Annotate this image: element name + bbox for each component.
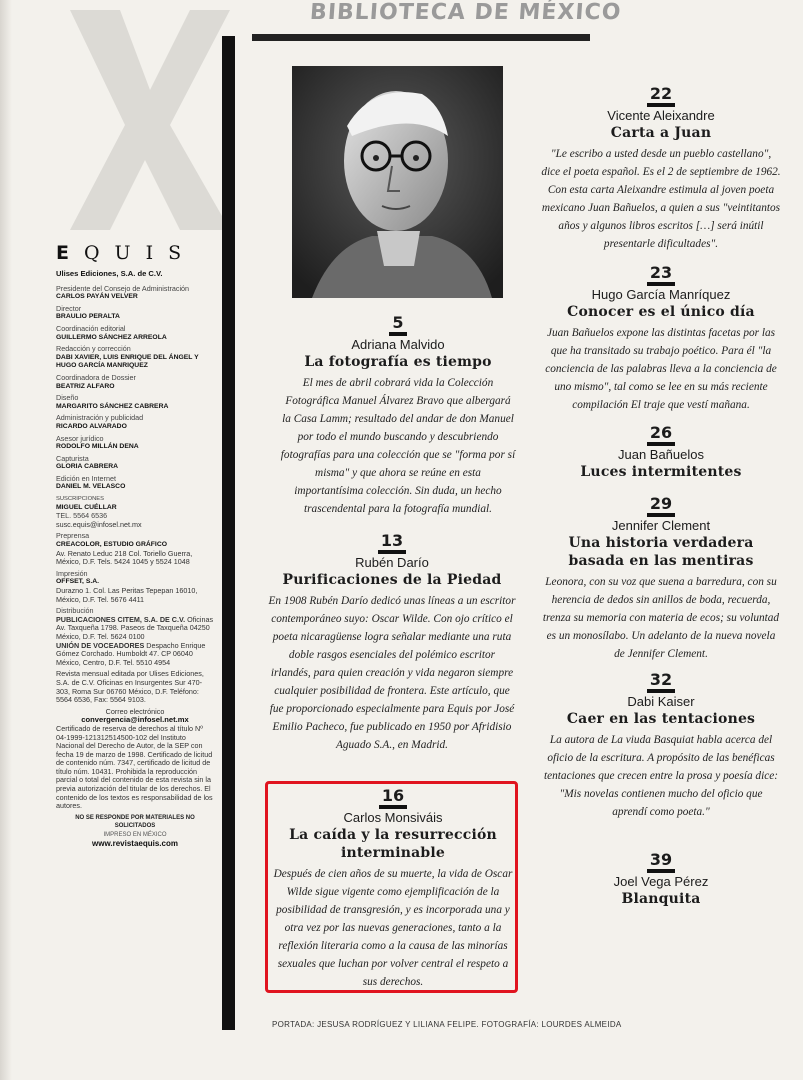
entry-author: Dabi Kaiser <box>627 694 695 709</box>
entry-description: El mes de abril cobrará vida la Colección Fotográfica Manuel Álvarez Bravo que albergará la Casa Lamm; resultado del andar de don Manuel por todo el mundo buscando y descubriendo fotografías para una colección que se "forma por sí misma" y que ahora se reúne en esta importantísima colección. Sin duda, un hecho trascendental para la fotografía mundial. <box>280 377 516 515</box>
staff-role: Edición en Internet <box>56 473 116 483</box>
entry-title: Carta a Juan <box>610 125 712 141</box>
toc-entry[interactable] <box>541 850 781 908</box>
staff-role: Asesor jurídico <box>56 433 104 443</box>
entry-description: La autora de La viuda Basquiat habla acerca del oficio de la escritura. A propósito de las benéficas tentaciones que crecen entre la prosa y poesía dice: "Mis novelas contienen mucho del oficio que aprendí como poeta." <box>543 734 779 818</box>
entry-description: Leonora, con su voz que suena a barredura, con su herencia de dedos sin anillos de boda, recuerda, trenza su memoria con materia de ecos; su voluntad es un monosílabo. Un adelanto de la nueva novela de Jennifer Clement. <box>542 576 780 660</box>
library-stamp: BIBLIOTECA DE MÉXICO <box>309 0 623 25</box>
entry-author: Hugo García Manríquez <box>591 287 731 302</box>
entry-description: Después de cien años de su muerte, la vida de Oscar Wilde sigue vigente como ejemplificación de la posibilidad de transgresión, y es incorporada una y otra vez por las nuevas generaciones, tanto a la reflexión literaria como a la causa de las minorías sexuales que luchan por volver central el respeto a sus derechos. <box>273 868 513 988</box>
page-number: 22 <box>647 85 675 107</box>
top-rule <box>252 34 590 41</box>
printing-name: OFFSET, S.A. <box>56 578 100 586</box>
entry-author: Joel Vega Pérez <box>613 874 709 889</box>
entry-title: Purificaciones de la Piedad <box>282 572 502 588</box>
entry-title: La fotografía es tiempo <box>304 354 492 370</box>
website-link[interactable]: www.revistaequis.com <box>92 838 178 848</box>
no-returns-note: NO SE RESPONDE POR MATERIALES NO SOLICITADOS <box>75 814 195 830</box>
email-label: Correo electrónico <box>105 706 165 716</box>
staff-name: DANIEL M. VELASCO <box>56 483 126 491</box>
page-number: 32 <box>647 671 675 693</box>
entry-author: Carlos Monsiváis <box>343 810 443 825</box>
entry-description: En 1908 Rubén Darío dedicó unas líneas a un escritor contemporáneo suyo: Oscar Wilde. Con ojo crítico el poeta nicaragüense logra señalar mediante una ruta doble rasgos esenciales del polémico escritor irlandés, para quien creación y vida negaron siempre cualquier posibilidad de frontera. Este artículo, que fue proporcionado especialmente para Equis por José Emilio Pacheco, fue publicado en 1950 por Afridisio Aguado S.A., en Madrid. <box>268 595 516 751</box>
cover-credit: PORTADA: JESUSA RODRÍGUEZ Y LILIANA FELIPE. FOTOGRAFÍA: LOURDES ALMEIDA <box>272 1020 622 1029</box>
page-number: 26 <box>647 424 675 446</box>
publisher-name: Ulises Ediciones, S.A. de C.V. <box>56 269 163 278</box>
printing-label: Impresión <box>56 568 88 578</box>
page-number: 29 <box>647 495 675 517</box>
toc-entry-highlighted[interactable] <box>273 786 513 991</box>
staff-role: Coordinación editorial <box>56 323 126 333</box>
printing-address: Durazno 1. Col. Las Peritas Tepepan 16010, México, D.F. Tel. 5676 4411 <box>56 586 198 604</box>
entry-title: La caída y la resurrección interminable <box>289 827 497 861</box>
contact-email[interactable]: convergencia@infosel.net.mx <box>81 715 189 725</box>
toc-entry[interactable] <box>268 531 516 754</box>
page-number: 5 <box>389 314 406 336</box>
entry-title: Una historia verdadera basada en las mentiras <box>568 535 754 569</box>
page-number: 13 <box>378 532 406 554</box>
staff-name: CARLOS PAYÁN VELVER <box>56 293 138 301</box>
legal-notice: Certificado de reserva de derechos al título Nº 04-1999-121312514500-102 del Instituto Nacional del Derecho de Autor, de la SEP con fecha 19 de marzo de 1998. Certificado de licitud de contenido núm. 7347, certificado de licitud de título núm. 10431. Prohibida la reproducción parcial o total del contenido de esta revista sin la previa autorización del titular de los derechos. El contenido de los textos es responsabilidad de los autores. <box>56 723 213 811</box>
subscriptions-name: MIGUEL CUÉLLAR <box>56 503 117 511</box>
page-number: 23 <box>647 264 675 286</box>
staff-name: GUILLERMO SÁNCHEZ ARREOLA <box>56 333 167 341</box>
prepress-label: Preprensa <box>56 531 90 541</box>
entry-author: Juan Bañuelos <box>617 447 704 462</box>
page-number: 39 <box>647 851 675 873</box>
staff-role: Administración y publicidad <box>56 413 144 423</box>
entry-description: Juan Bañuelos expone las distintas facetas por las que ha transitado su trabajo poético. Para él "la conciencia de las palabras lleva a la conciencia de uno mismo", tal como se lee en su más reciente compilación El traje que vestí mañana. <box>545 327 777 411</box>
subscriptions-email[interactable]: susc.equis@infosel.net.mx <box>56 519 142 529</box>
staff-role: Director <box>56 303 82 313</box>
distribution-label: Distribución <box>56 606 94 616</box>
entry-author: Jennifer Clement <box>611 518 711 533</box>
brand-wordmark: EQUIS <box>56 242 197 264</box>
masthead <box>56 240 214 848</box>
toc-entry[interactable] <box>541 670 781 821</box>
staff-name: MARGARITO SÁNCHEZ CABRERA <box>56 402 169 410</box>
toc-entry[interactable] <box>541 263 781 414</box>
staff-role: Capturista <box>56 453 89 463</box>
entry-author: Adriana Malvido <box>351 337 445 352</box>
entry-title: Conocer es el único día <box>567 304 755 320</box>
page-fold-shadow <box>0 0 12 1080</box>
toc-entry[interactable] <box>541 84 781 253</box>
staff-list <box>56 285 214 492</box>
entry-author: Vicente Aleixandre <box>607 108 715 123</box>
subscriptions-label: SUSCRIPCIONES <box>56 496 104 503</box>
x-logo-watermark <box>30 0 230 230</box>
author-portrait-photo <box>292 66 503 298</box>
distribution-citem: PUBLICACIONES CITEM, S.A. DE C.V. Oficinas Av. Taxqueña 1798. Paseos de Taxqueña 04250 México, D.F. Tel. 5624 0100 <box>56 614 214 641</box>
staff-name: BEATRIZ ALFARO <box>56 382 115 390</box>
staff-name: BRAULIO PERALTA <box>56 313 120 321</box>
staff-role: Diseño <box>56 393 79 403</box>
entry-title: Caer en las tentaciones <box>566 711 756 727</box>
staff-name: RODOLFO MILLÁN DENA <box>56 443 139 451</box>
vertical-divider <box>222 36 235 1030</box>
staff-role: Redacción y corrección <box>56 344 131 354</box>
entry-description: "Le escribo a usted desde un pueblo castellano", dice el poeta español. Es el 2 de septiembre de 1962. Con esta carta Aleixandre estimula al joven poeta mexicano Juan Bañuelos, a quien a sus "veintitantos años y algunos libros escritos […] será inútil presentarle dificultades". <box>541 148 781 250</box>
toc-entry[interactable] <box>541 494 781 663</box>
entry-title: Blanquita <box>621 891 701 907</box>
distribution-voceadores: UNIÓN DE VOCEADORES Despacho Enrique Gómez Corchado. Humboldt 47. CP 06040 México, Centro, D.F. Tel. 5510 4954 <box>56 640 206 667</box>
prepress-name: CREACOLOR, ESTUDIO GRÁFICO <box>56 541 168 549</box>
subscriptions-tel: TEL. 5564 6536 <box>56 511 108 521</box>
prepress-address: Av. Renato Leduc 218 Col. Toriello Guerra, México, D.F. Tels. 5424 1045 y 5524 1048 <box>56 548 193 567</box>
page-number: 16 <box>379 787 407 809</box>
printed-in: IMPRESO EN MÉXICO <box>103 832 167 839</box>
monthly-note: Revista mensual editada por Ulises Ediciones, S.A. de C.V. Oficinas en Insurgentes Sur 470-303, Roma Sur 06760 México, D.F. Teléfono: 5564 6536, Fax: 5564 9103. <box>56 669 204 705</box>
staff-name: RICARDO ALVARADO <box>56 422 127 430</box>
toc-entry[interactable] <box>280 313 516 518</box>
entry-author: Rubén Darío <box>355 555 429 570</box>
staff-role: Coordinadora de Dossier <box>56 372 136 382</box>
toc-entry[interactable] <box>541 423 781 481</box>
entry-title: Luces intermitentes <box>580 464 742 480</box>
staff-name: DABI XAVIER, LUIS ENRIQUE DEL ÁNGEL Y HUGO GARCÍA MANRIQUEZ <box>56 353 199 370</box>
staff-role: Presidente del Consejo de Administración <box>56 283 190 293</box>
staff-name: GLORIA CABRERA <box>56 463 119 471</box>
